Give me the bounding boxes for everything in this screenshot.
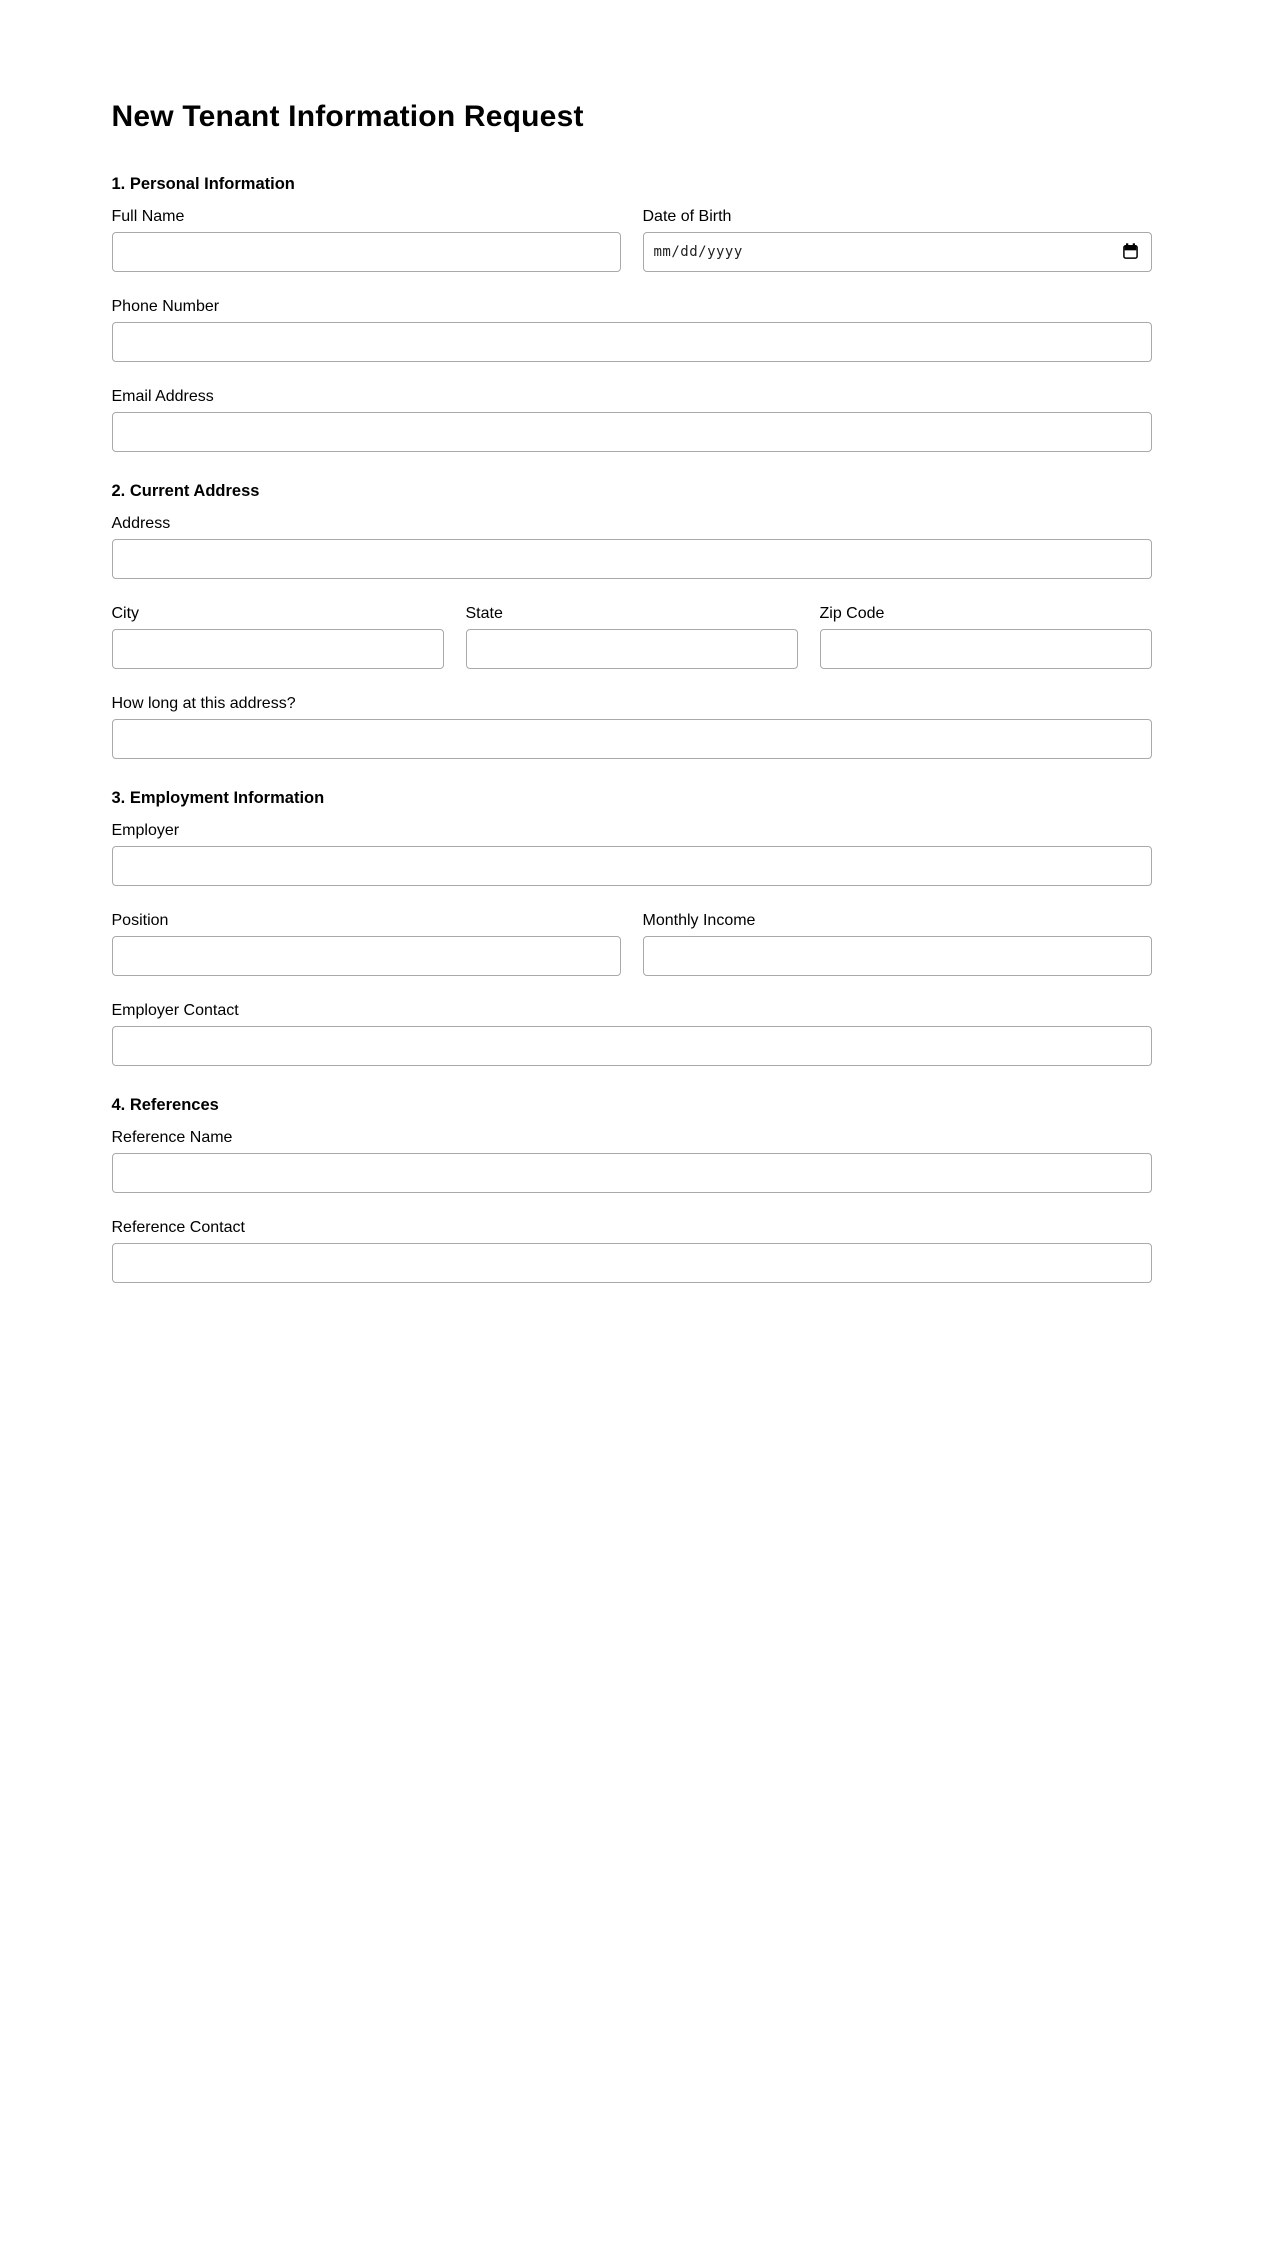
dob-label: Date of Birth xyxy=(642,207,732,225)
phone-number-input[interactable] xyxy=(112,322,1152,362)
row-employer-contact xyxy=(112,1002,1152,1066)
email-address-input[interactable] xyxy=(112,412,1152,452)
field-phone-number xyxy=(112,298,1152,362)
field-full-name xyxy=(112,208,621,272)
form-container xyxy=(112,0,1152,1283)
address-duration-label: How long at this address? xyxy=(111,694,296,712)
employer-contact-input[interactable] xyxy=(112,1026,1152,1066)
city-label: City xyxy=(111,604,140,622)
section-references xyxy=(112,1096,1152,1283)
section-2-heading: 2. Current Address xyxy=(111,481,260,500)
row-email xyxy=(112,388,1152,452)
state-label: State xyxy=(465,604,503,622)
field-address xyxy=(112,515,1152,579)
field-reference-contact xyxy=(112,1219,1152,1283)
full-name-label: Full Name xyxy=(111,207,185,225)
field-employer-contact xyxy=(112,1002,1152,1066)
monthly-income-input[interactable] xyxy=(643,936,1152,976)
state-input[interactable] xyxy=(466,629,798,669)
row-reference-contact xyxy=(112,1219,1152,1283)
city-input[interactable] xyxy=(112,629,444,669)
reference-name-label: Reference Name xyxy=(111,1128,233,1146)
email-address-label: Email Address xyxy=(111,387,214,405)
monthly-income-label: Monthly Income xyxy=(642,911,756,929)
address-input[interactable] xyxy=(112,539,1152,579)
section-personal-information xyxy=(112,175,1152,452)
dob-input[interactable] xyxy=(643,232,1152,272)
field-city xyxy=(112,605,444,669)
field-reference-name xyxy=(112,1129,1152,1193)
field-employer xyxy=(112,822,1152,886)
row-address xyxy=(112,515,1152,579)
zip-code-input[interactable] xyxy=(820,629,1152,669)
section-3-heading: 3. Employment Information xyxy=(111,788,325,807)
position-input[interactable] xyxy=(112,936,621,976)
reference-contact-label: Reference Contact xyxy=(111,1218,245,1236)
row-reference-name xyxy=(112,1129,1152,1193)
field-date-of-birth xyxy=(643,208,1152,272)
field-email-address xyxy=(112,388,1152,452)
row-position-income xyxy=(112,912,1152,976)
employer-input[interactable] xyxy=(112,846,1152,886)
row-city-state-zip xyxy=(112,605,1152,669)
zip-code-label: Zip Code xyxy=(819,604,885,622)
position-label: Position xyxy=(111,911,169,929)
reference-contact-input[interactable] xyxy=(112,1243,1152,1283)
section-1-heading: 1. Personal Information xyxy=(111,174,295,193)
field-monthly-income xyxy=(643,912,1152,976)
row-address-duration xyxy=(112,695,1152,759)
reference-name-input[interactable] xyxy=(112,1153,1152,1193)
employer-contact-label: Employer Contact xyxy=(111,1001,239,1019)
field-address-duration xyxy=(112,695,1152,759)
address-duration-input[interactable] xyxy=(112,719,1152,759)
field-state xyxy=(466,605,798,669)
calendar-icon[interactable] xyxy=(1121,242,1141,262)
section-current-address xyxy=(112,482,1152,759)
row-fullname-dob xyxy=(112,208,1152,272)
page-title: New Tenant Information Request xyxy=(111,100,584,133)
employer-label: Employer xyxy=(111,821,180,839)
field-zip-code xyxy=(820,605,1152,669)
row-employer xyxy=(112,822,1152,886)
address-label: Address xyxy=(111,514,171,532)
row-phone xyxy=(112,298,1152,362)
field-position xyxy=(112,912,621,976)
phone-number-label: Phone Number xyxy=(111,297,220,315)
section-4-heading: 4. References xyxy=(111,1095,219,1114)
section-employment-information xyxy=(112,789,1152,1066)
date-format-hint: mm/dd/yyyy xyxy=(653,243,743,260)
full-name-input[interactable] xyxy=(112,232,621,272)
